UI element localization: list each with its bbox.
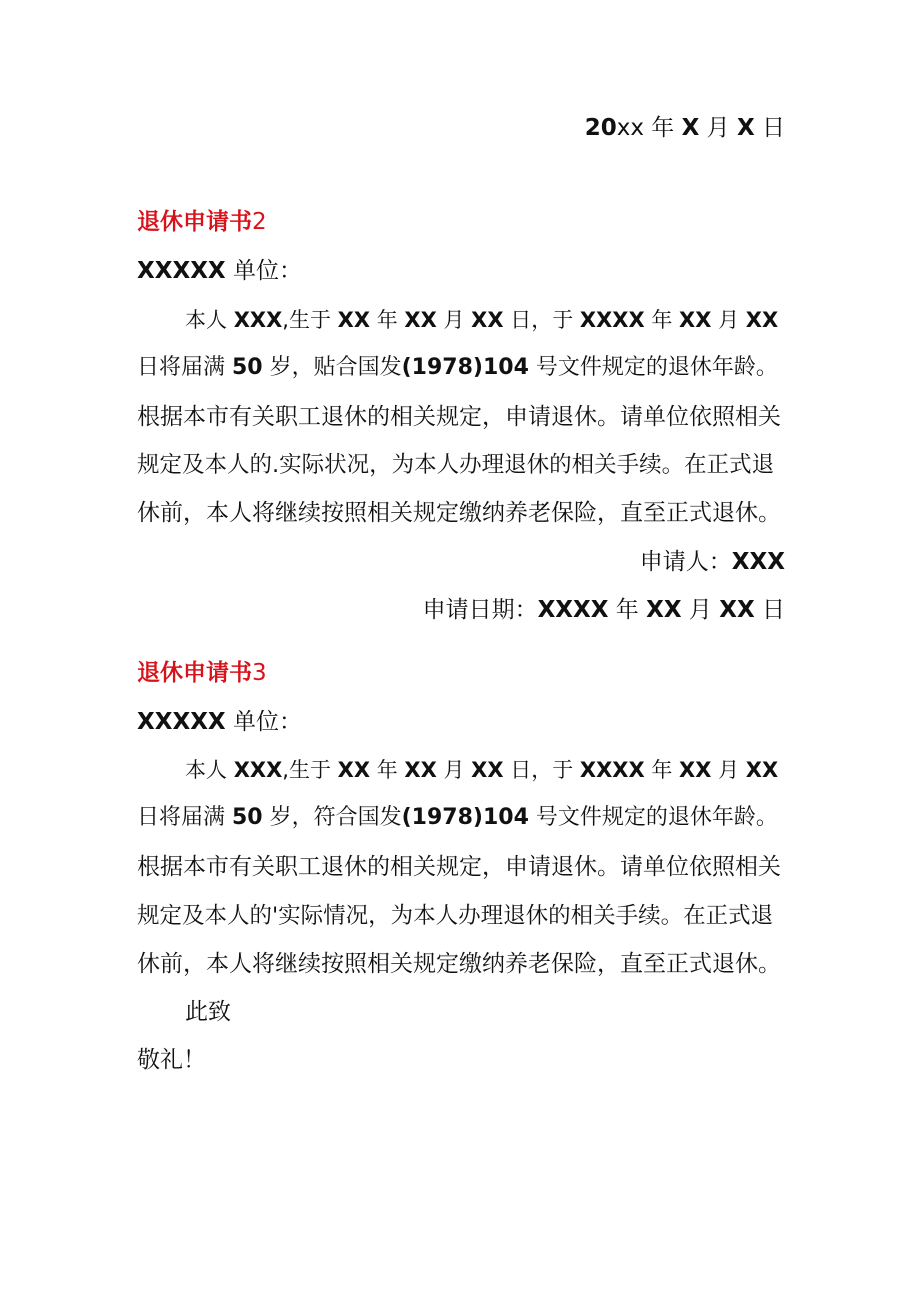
letter-3-salutation-text: 单位： [225,709,302,735]
bold-run: XXXX [579,758,645,782]
apply-date-day-unit: 日 [754,597,785,623]
letter-2-body-line-5: 休前，本人将继续按照相关规定缴纳养老保险，直至正式退休。 [137,500,781,526]
text-run: 号文件规定的退休年龄。 [528,355,778,380]
text-run: 号文件规定的退休年龄。 [528,805,778,830]
bold-run: 50 [232,355,263,380]
letter-2-apply-date [137,595,785,625]
letter-3-title-text: 退休申请书 [137,660,252,686]
bold-run: XXX [233,758,283,782]
bold-run: XX [471,758,504,782]
apply-date-month-unit: 月 [681,597,720,623]
top-date-year-unit: 年 [643,115,682,141]
bold-run: 50 [232,805,263,830]
apply-date-label: 申请日期： [422,597,538,623]
letter-3-title-number: 3 [252,660,267,686]
letter-2-title-number: 2 [252,209,267,235]
bold-run: XX [404,308,437,332]
text-run: 年 [644,758,679,782]
letter-3-salutation-unit: XXXXX [137,709,226,735]
top-date-month: X [681,115,700,141]
letter-2-salutation [137,256,785,286]
letter-2-body-line-1 [137,305,785,335]
text-run: 月 [436,308,472,332]
text-run: 日将届满 [137,805,232,830]
letter-3-closing: 此致 [185,999,231,1025]
text-run: 岁，贴合国发 [262,355,402,380]
letter-2-applicant [137,547,785,577]
bold-run: XXX [233,308,283,332]
top-date-month-unit: 月 [699,115,737,141]
bold-run: XX [745,308,779,332]
top-date-day-unit: 日 [754,115,785,141]
text-run: 月 [711,308,746,332]
bold-run: XX [404,758,437,782]
text-run: 年 [644,308,679,332]
letter-3-body-line-1 [137,755,785,785]
bold-run: (1978)104 [401,805,529,830]
letter-3-regards: 敬礼！ [137,1047,206,1073]
letter-2-body-line-2 [137,353,785,383]
text-run: 年 [370,758,405,782]
bold-run: XX [745,758,779,782]
letter-3-body-line-5: 休前，本人将继续按照相关规定缴纳养老保险，直至正式退休。 [137,951,781,977]
letter-2-salutation-unit: XXXXX [137,258,226,284]
text-run: ,生于 [282,308,338,332]
letter-3-body-line-4: 规定及本人的'实际情况，为本人办理退休的相关手续。在正式退 [137,903,774,929]
letter-2-salutation-text: 单位： [225,258,302,284]
applicant-value: XXX [731,549,785,575]
apply-date-day: XX [719,597,755,623]
text-run: 日，于 [503,758,580,782]
text-run: 月 [711,758,746,782]
letter-3-title [137,658,785,688]
letter-2-body-line-4: 规定及本人的.实际状况，为本人办理退休的相关手续。在正式退 [137,452,775,478]
text-run: 本人 [185,758,234,782]
apply-date-year-unit: 年 [608,597,647,623]
bold-run: XXXX [579,308,645,332]
apply-date-year: XXXX [537,597,609,623]
apply-date-month: XX [646,597,682,623]
applicant-label: 申请人： [639,549,732,575]
letter-3-salutation [137,707,785,737]
text-run: 日，于 [503,308,580,332]
text-run: 本人 [185,308,234,332]
bold-run: XX [337,758,371,782]
bold-run: XX [679,758,712,782]
bold-run: XX [471,308,504,332]
top-date-year-x: xx [616,115,644,141]
letter-2-body-line-3: 根据本市有关职工退休的相关规定，申请退休。请单位依照相关 [137,404,781,430]
text-run: 日将届满 [137,355,232,380]
letter-2-title [137,207,785,237]
top-date-day: X [736,115,755,141]
letter-3-body-line-3: 根据本市有关职工退休的相关规定，申请退休。请单位依照相关 [137,854,781,880]
text-run: 岁，符合国发 [262,805,402,830]
text-run: 年 [370,308,405,332]
top-date [137,113,785,143]
top-date-year-num: 20 [584,115,617,141]
bold-run: XX [337,308,371,332]
text-run: 月 [436,758,472,782]
text-run: ,生于 [282,758,338,782]
bold-run: (1978)104 [401,355,529,380]
letter-2-title-text: 退休申请书 [137,209,252,235]
bold-run: XX [679,308,712,332]
letter-3-body-line-2 [137,803,785,833]
